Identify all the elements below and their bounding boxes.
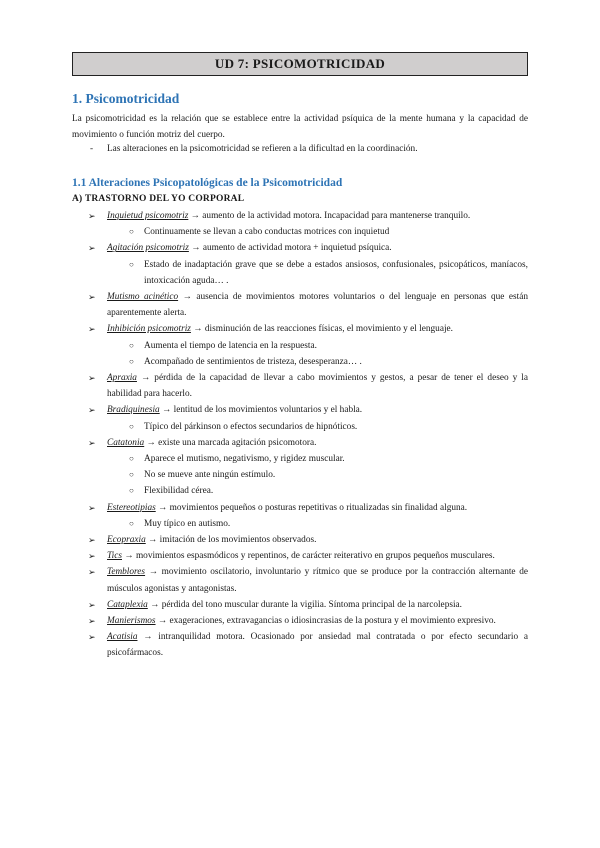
list-item — [72, 629, 528, 661]
item-term: Apraxia — [107, 373, 137, 384]
item-term: Bradiquinesia — [107, 405, 160, 416]
sub-item-text: Aumenta el tiempo de latencia en la respuesta. — [144, 340, 317, 351]
arrow-bullet-icon: ➢ — [88, 616, 96, 627]
sub-list-item — [72, 419, 528, 435]
item-term: Ecopraxia — [107, 535, 146, 546]
sub-list-item — [72, 451, 528, 467]
circle-bullet-icon: ○ — [129, 421, 134, 431]
arrow-bullet-icon: ➢ — [88, 292, 96, 303]
item-term: Temblores — [107, 567, 146, 578]
list-item — [72, 548, 528, 564]
arrow-bullet-icon: ➢ — [88, 567, 96, 578]
page-title: UD 7: PSICOMOTRICIDAD — [72, 52, 528, 76]
item-description: → ausencia de movimientos motores voluntarios o del lenguaje en personas que están aparentemente alerta. — [107, 292, 529, 319]
sub-item-text: Muy típico en autismo. — [144, 518, 231, 529]
arrow-bullet-icon: ➢ — [88, 535, 96, 546]
item-term: Mutismo acinético — [107, 292, 179, 303]
list-item — [72, 208, 528, 224]
item-term: Inquietud psicomotriz — [107, 211, 189, 221]
circle-bullet-icon: ○ — [129, 227, 134, 237]
sub-list-item — [72, 354, 528, 370]
item-term: Tics — [107, 551, 122, 562]
subsection-heading-alteraciones: 1.1 Alteraciones Psicopatológicas de la Psicomotricidad — [72, 177, 343, 189]
sub-list-item — [72, 483, 528, 499]
sub-item-text: Aparece el mutismo, negativismo, y rigidez muscular. — [144, 454, 345, 465]
dash-item-text: Las alteraciones en la psicomotricidad se refieren a la dificultad en la coordinación. — [107, 144, 418, 154]
list-item — [72, 597, 528, 613]
item-description: → imitación de los movimientos observados. — [145, 535, 317, 546]
item-description: → pérdida del tono muscular durante la vigilia. Síntoma principal de la narcolepsia. — [147, 599, 462, 610]
list-item — [72, 321, 528, 337]
sub-list-item — [72, 257, 528, 289]
dash-marker: - — [90, 144, 94, 154]
sub-list-item — [72, 516, 528, 532]
sub-list-item — [72, 338, 528, 354]
item-term: Cataplexia — [107, 599, 148, 610]
list-item — [72, 289, 528, 321]
arrow-bullet-icon: ➢ — [88, 599, 96, 610]
item-term: Estereotipias — [107, 502, 156, 513]
arrow-bullet-icon: ➢ — [88, 373, 96, 384]
item-description: → pérdida de la capacidad de llevar a cabo movimientos y gestos, a pesar de tener el deseo y la habilidad para hacerlo. — [107, 373, 528, 400]
item-term: Acatisia — [107, 632, 138, 643]
section-heading-psicomotricidad: 1. Psicomotricidad — [72, 91, 180, 106]
item-term: Inhibición psicomotriz — [107, 324, 191, 335]
sub-item-text: No se mueve ante ningún estímulo. — [144, 470, 276, 481]
sub-list-item — [72, 467, 528, 483]
item-description: → lentitud de los movimientos voluntarios y el habla. — [159, 405, 363, 416]
item-term: Manierismos — [107, 616, 156, 627]
sub-item-text: Flexibilidad cérea. — [144, 486, 214, 497]
circle-bullet-icon: ○ — [129, 259, 134, 269]
item-description: → disminución de las reacciones físicas, el movimiento y el lenguaje. — [190, 324, 453, 335]
circle-bullet-icon: ○ — [129, 486, 134, 496]
sub-list-item — [72, 224, 528, 240]
subheading-trastorno-yo-corporal: A) TRASTORNO DEL YO CORPORAL — [72, 194, 245, 204]
arrow-bullet-icon: ➢ — [88, 437, 96, 448]
intro-paragraph-line-2: movimiento o función motriz del cuerpo. — [72, 130, 225, 140]
item-description: → exageraciones, extravagancias o idiosincrasias de la postura y el movimiento expresivo. — [155, 616, 496, 627]
item-term: Agitación psicomotriz — [107, 243, 189, 254]
list-item — [72, 370, 528, 402]
list-item — [72, 532, 528, 548]
arrow-bullet-icon: ➢ — [88, 632, 96, 643]
circle-bullet-icon: ○ — [129, 518, 134, 528]
intro-paragraph — [72, 111, 528, 143]
item-description: → movimientos pequeños o posturas repetitivas o ritualizadas sin finalidad alguna. — [155, 502, 468, 513]
item-description: → aumento de actividad motora + inquietud psíquica. — [188, 243, 392, 254]
circle-bullet-icon: ○ — [129, 470, 134, 480]
arrow-bullet-icon: ➢ — [88, 243, 96, 254]
arrow-bullet-icon: ➢ — [88, 405, 96, 416]
item-description: → aumento de la actividad motora. Incapacidad para mantenerse tranquilo. — [188, 211, 471, 221]
item-description: → existe una marcada agitación psicomotora. — [144, 437, 317, 448]
list-item — [72, 613, 528, 629]
sub-item-text: Continuamente se llevan a cabo conductas motrices con inquietud — [144, 227, 390, 238]
sub-item-text: Típico del párkinson o efectos secundarios de hipnóticos. — [144, 421, 358, 432]
list-item — [72, 564, 528, 596]
arrow-bullet-icon: ➢ — [88, 502, 96, 513]
circle-bullet-icon: ○ — [129, 340, 134, 350]
list-item — [72, 240, 528, 256]
item-description: → intranquilidad motora. Ocasionado por ansiedad mal contratada o por efecto secundario a psicofármacos. — [107, 632, 528, 659]
alteraciones-list — [72, 208, 528, 662]
list-item — [72, 500, 528, 516]
item-description: → movimientos espasmódicos y repentinos, de carácter reiterativo en grupos pequeños musculares. — [122, 551, 495, 562]
arrow-bullet-icon: ➢ — [88, 211, 96, 221]
sub-item-text: Acompañado de sentimientos de tristeza, desesperanza… . — [144, 356, 362, 367]
arrow-bullet-icon: ➢ — [88, 551, 96, 562]
intro-paragraph-line-1: La psicomotricidad es la relación que se establece entre la actividad psíquica de la mente humana y la capacidad de — [72, 114, 528, 124]
circle-bullet-icon: ○ — [129, 356, 134, 366]
list-item — [72, 435, 528, 451]
item-description: → movimiento oscilatorio, involuntario y rítmico que se produce por la contracción alternante de músculos agonistas y antagonistas. — [107, 567, 528, 594]
circle-bullet-icon: ○ — [129, 454, 134, 464]
dash-list-item — [90, 144, 418, 154]
list-item — [72, 402, 528, 418]
sub-item-text: Estado de inadaptación grave que se debe a estados ansiosos, confusionales, psicopáticos, maníacos, intoxicación aguda… . — [144, 259, 528, 286]
item-term: Catatonia — [107, 437, 145, 448]
arrow-bullet-icon: ➢ — [88, 324, 96, 335]
